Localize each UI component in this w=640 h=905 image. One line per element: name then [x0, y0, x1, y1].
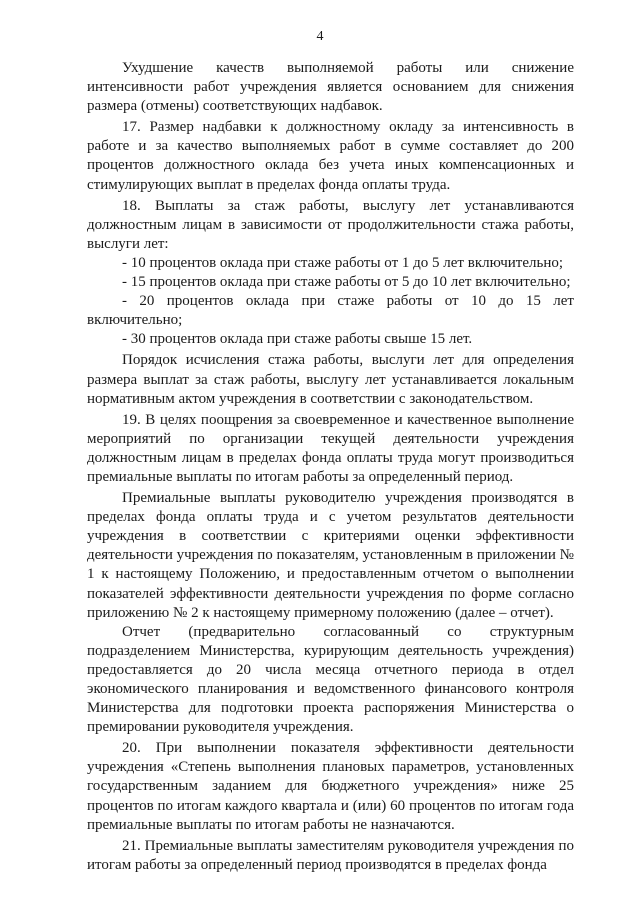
list-item: - 10 процентов оклада при стаже работы от 1 до 5 лет включительно; [122, 254, 564, 271]
paragraph-19-head: Премиальные выплаты руководителю учреждения производятся в пределах фонда оплаты труда и с учетом результатов деятельности учреждения в соответствии с критериями оценки эффективности деятельности учреждения по показателям, установленным в приложении № 1 к настоящему Положению, и предоставленным отчетом о выполнении показателей эффективности деятельности учреждения по форме согласно приложению № 2 к настоящему примерному положению (далее – отчет). [87, 490, 574, 621]
paragraph-17: 17. Размер надбавки к должностному окладу за интенсивность в работе и за качество выполняемых работ в сумме составляет до 200 процентов должностного оклада без учета иных компенсационных и стимулирующих выплат в пределах фонда оплаты труда. [87, 119, 574, 193]
list-item: - 30 процентов оклада при стаже работы свыше 15 лет. [122, 331, 473, 348]
paragraph-18: 18. Выплаты за стаж работы, выслугу лет устанавливаются должностным лицам в зависимости от продолжительности стажа работы, выслуги лет: [87, 197, 574, 252]
paragraph-18-order: Порядок исчисления стажа работы, выслуги лет для определения размера выплат за стаж работы, выслугу лет устанавливается локальным нормативным актом учреждения в соответствии с законодательством. [87, 352, 574, 407]
list-item: - 20 процентов оклада при стаже работы от 10 до 15 лет включительно; [87, 293, 574, 329]
list-item: - 15 процентов оклада при стаже работы от 5 до 10 лет включительно; [122, 274, 571, 291]
paragraph-19-report: Отчет (предварительно согласованный со структурным подразделением Министерства, курирующим деятельность учреждения) предоставляется до 20 числа месяца отчетного периода в отдел экономического планирования и ведомственного финансового контроля Министерства для подготовки проекта распоряжения Министерства о премировании руководителя учреждения. [87, 623, 574, 736]
paragraph-21: 21. Премиальные выплаты заместителям руководителя учреждения по итогам работы за определенный период производятся в пределах фонда [87, 837, 574, 873]
paragraph-19: 19. В целях поощрения за своевременное и качественное выполнение мероприятий по организации текущей деятельности учреждения должностным лицам в пределах фонда оплаты труда могут производиться премиальные выплаты по итогам работы за определенный период. [87, 411, 574, 485]
paragraph-intro: Ухудшение качеств выполняемой работы или снижение интенсивности работ учреждения является основанием для снижения размера (отмены) соответствующих надбавок. [87, 60, 574, 115]
document-body [87, 59, 574, 875]
page-number: 4 [316, 29, 324, 44]
paragraph-20: 20. При выполнении показателя эффективности деятельности учреждения «Степень выполнения плановых параметров, установленных государственным заданием для бюджетного учреждения» ниже 25 процентов по итогам каждого квартала и (или) 60 процентов по итогам года премиальные выплаты по итогам работы не назначаются. [87, 740, 574, 833]
